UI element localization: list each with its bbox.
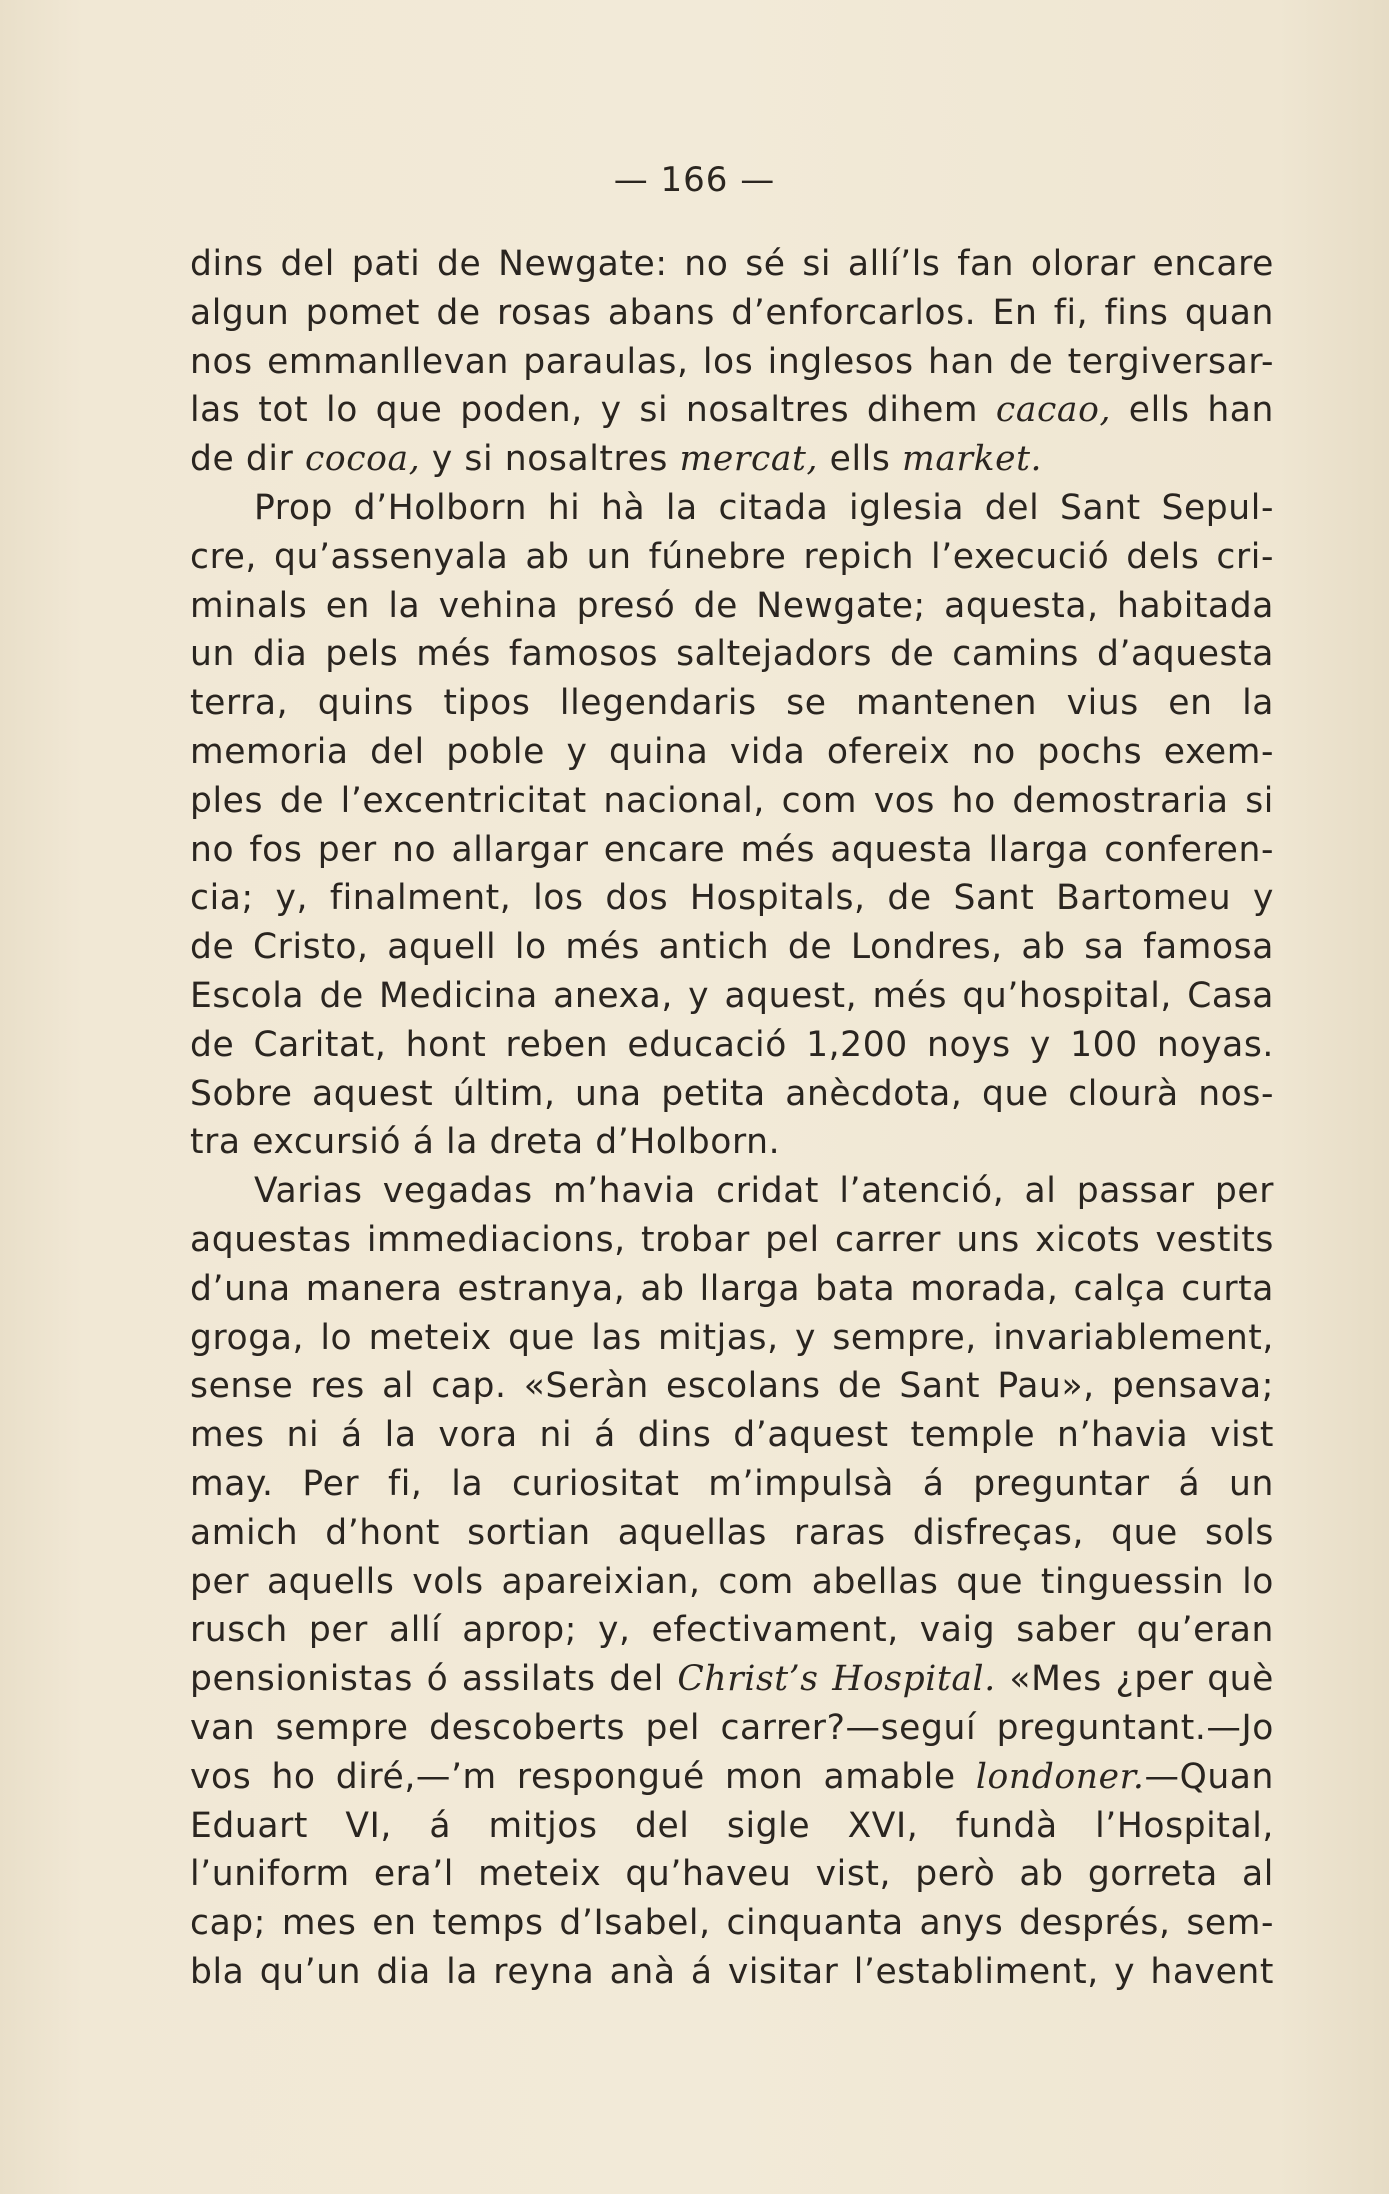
text-segment: tra excursió á la dreta d’Holborn. xyxy=(190,1122,781,1163)
text-segment: Varias vegadas m’havia cridat l’atenció, al passar per xyxy=(254,1171,1274,1212)
body-text xyxy=(190,240,1274,1997)
text-segment: cia; y, finalment, los dos Hospitals, de Sant Bartomeu y xyxy=(190,878,1274,919)
text-line xyxy=(190,435,1274,484)
text-line xyxy=(190,1948,1274,1997)
text-segment: per aquells vols apareixian, com abellas que tinguessin lo xyxy=(190,1561,1274,1602)
text-line xyxy=(190,874,1274,923)
text-segment: aquestas immediacions, trobar pel carrer uns xicots vestits xyxy=(190,1219,1274,1260)
text-line xyxy=(190,582,1274,631)
text-line xyxy=(190,1167,1274,1216)
text-segment: d’una manera estranya, ab llarga bata morada, calça curta xyxy=(190,1268,1274,1309)
text-line xyxy=(190,1216,1274,1265)
text-line xyxy=(190,1558,1274,1607)
text-segment: pensionistas ó assilats del xyxy=(190,1659,678,1700)
text-segment: Sobre aquest últim, una petita anècdota, que clourà nos- xyxy=(190,1073,1274,1114)
text-segment: terra, quins tipos llegendaris se mantenen vius en la xyxy=(190,683,1274,724)
italic-text: mercat, xyxy=(679,439,819,480)
text-line xyxy=(190,1314,1274,1363)
text-line xyxy=(190,1802,1274,1851)
text-segment: van sempre descoberts pel carrer?—seguí preguntant.—Jo xyxy=(190,1707,1274,1748)
text-segment: ells han xyxy=(1111,390,1274,431)
text-segment: ells xyxy=(818,439,902,480)
text-segment: dins del pati de Newgate: no sé si allí’ls fan olorar encare xyxy=(190,244,1274,284)
italic-text: market. xyxy=(902,439,1043,480)
text-segment: las tot lo que poden, y si nosaltres dihem xyxy=(190,390,996,431)
text-segment: algun pomet de rosas abans d’enforcarlos. En fi, fins quan xyxy=(190,292,1274,333)
text-segment: de dir xyxy=(190,439,305,480)
text-segment: vos ho diré,—’m respongué mon amable xyxy=(190,1756,976,1797)
text-line xyxy=(190,1606,1274,1655)
text-line xyxy=(190,972,1274,1021)
text-segment: «Mes ¿per què xyxy=(995,1659,1274,1700)
text-line xyxy=(190,1265,1274,1314)
text-line xyxy=(190,1070,1274,1119)
text-segment: may. Per fi, la curiositat m’impulsà á preguntar á un xyxy=(190,1463,1274,1504)
text-line xyxy=(190,484,1274,533)
text-segment: nos emmanllevan paraulas, los inglesos han de tergiversar- xyxy=(190,341,1274,382)
text-segment: de Cristo, aquell lo més antich de Londres, ab sa famosa xyxy=(190,927,1274,968)
text-line xyxy=(190,1411,1274,1460)
text-line xyxy=(190,1655,1274,1704)
text-segment: sense res al cap. «Seràn escolans de Sant Pau», pensava; xyxy=(190,1366,1274,1407)
text-line xyxy=(190,289,1274,338)
page-number: — 166 — xyxy=(613,160,776,200)
text-line xyxy=(190,533,1274,582)
text-line xyxy=(190,386,1274,435)
text-line xyxy=(190,338,1274,387)
text-line xyxy=(190,630,1274,679)
text-segment: Eduart VI, á mitjos del sigle XVI, fundà l’Hospital, xyxy=(190,1805,1274,1846)
text-segment: —Quan xyxy=(1144,1756,1274,1797)
italic-text: cacao, xyxy=(995,390,1112,431)
text-line xyxy=(190,1021,1274,1070)
text-line xyxy=(190,1850,1274,1899)
text-line xyxy=(190,679,1274,728)
text-segment: amich d’hont sortian aquellas raras disfreças, que sols xyxy=(190,1512,1274,1553)
text-segment: Prop d’Holborn hi hà la citada iglesia del Sant Sepul- xyxy=(254,487,1274,528)
text-segment: ples de l’excentricitat nacional, com vos ho demostraria si xyxy=(190,780,1274,821)
text-line xyxy=(190,1753,1274,1802)
text-segment: minals en la vehina presó de Newgate; aquesta, habitada xyxy=(190,585,1274,626)
text-line xyxy=(190,1118,1274,1167)
text-line xyxy=(190,826,1274,875)
text-line xyxy=(190,1899,1274,1948)
text-line xyxy=(190,1460,1274,1509)
text-segment: groga, lo meteix que las mitjas, y sempre, invariablement, xyxy=(190,1317,1274,1358)
text-line xyxy=(190,1509,1274,1558)
italic-text: cocoa, xyxy=(304,439,421,480)
text-segment: cre, qu’assenyala ab un fúnebre repich l’execució dels cri- xyxy=(190,536,1274,577)
text-segment: rusch per allí aprop; y, efectivament, vaig saber qu’eran xyxy=(190,1610,1274,1651)
text-line xyxy=(190,1362,1274,1411)
text-line xyxy=(190,777,1274,826)
text-segment: de Caritat, hont reben educació 1,200 noys y 100 noyas. xyxy=(190,1024,1274,1065)
text-segment: un dia pels més famosos saltejadors de camins d’aquesta xyxy=(190,634,1274,675)
text-segment: y si nosaltres xyxy=(420,439,680,480)
text-segment: Escola de Medicina anexa, y aquest, més qu’hospital, Casa xyxy=(190,975,1274,1016)
text-line xyxy=(190,728,1274,777)
italic-text: londoner. xyxy=(975,1756,1145,1797)
text-line xyxy=(190,923,1274,972)
text-line xyxy=(190,1704,1274,1753)
italic-text: Christ’s Hospital. xyxy=(677,1659,996,1700)
text-segment: l’uniform era’l meteix qu’haveu vist, però ab gorreta al xyxy=(190,1854,1274,1895)
text-segment: cap; mes en temps d’Isabel, cinquanta anys després, sem- xyxy=(190,1903,1274,1944)
text-segment: mes ni á la vora ni á dins d’aquest temple n’havia vist xyxy=(190,1415,1274,1456)
text-segment: memoria del poble y quina vida ofereix no pochs exem- xyxy=(190,731,1274,772)
text-segment: no fos per no allargar encare més aquesta llarga conferen- xyxy=(190,829,1274,870)
text-line xyxy=(190,240,1274,289)
text-segment: bla qu’un dia la reyna anà á visitar l’establiment, y havent xyxy=(190,1951,1274,1992)
